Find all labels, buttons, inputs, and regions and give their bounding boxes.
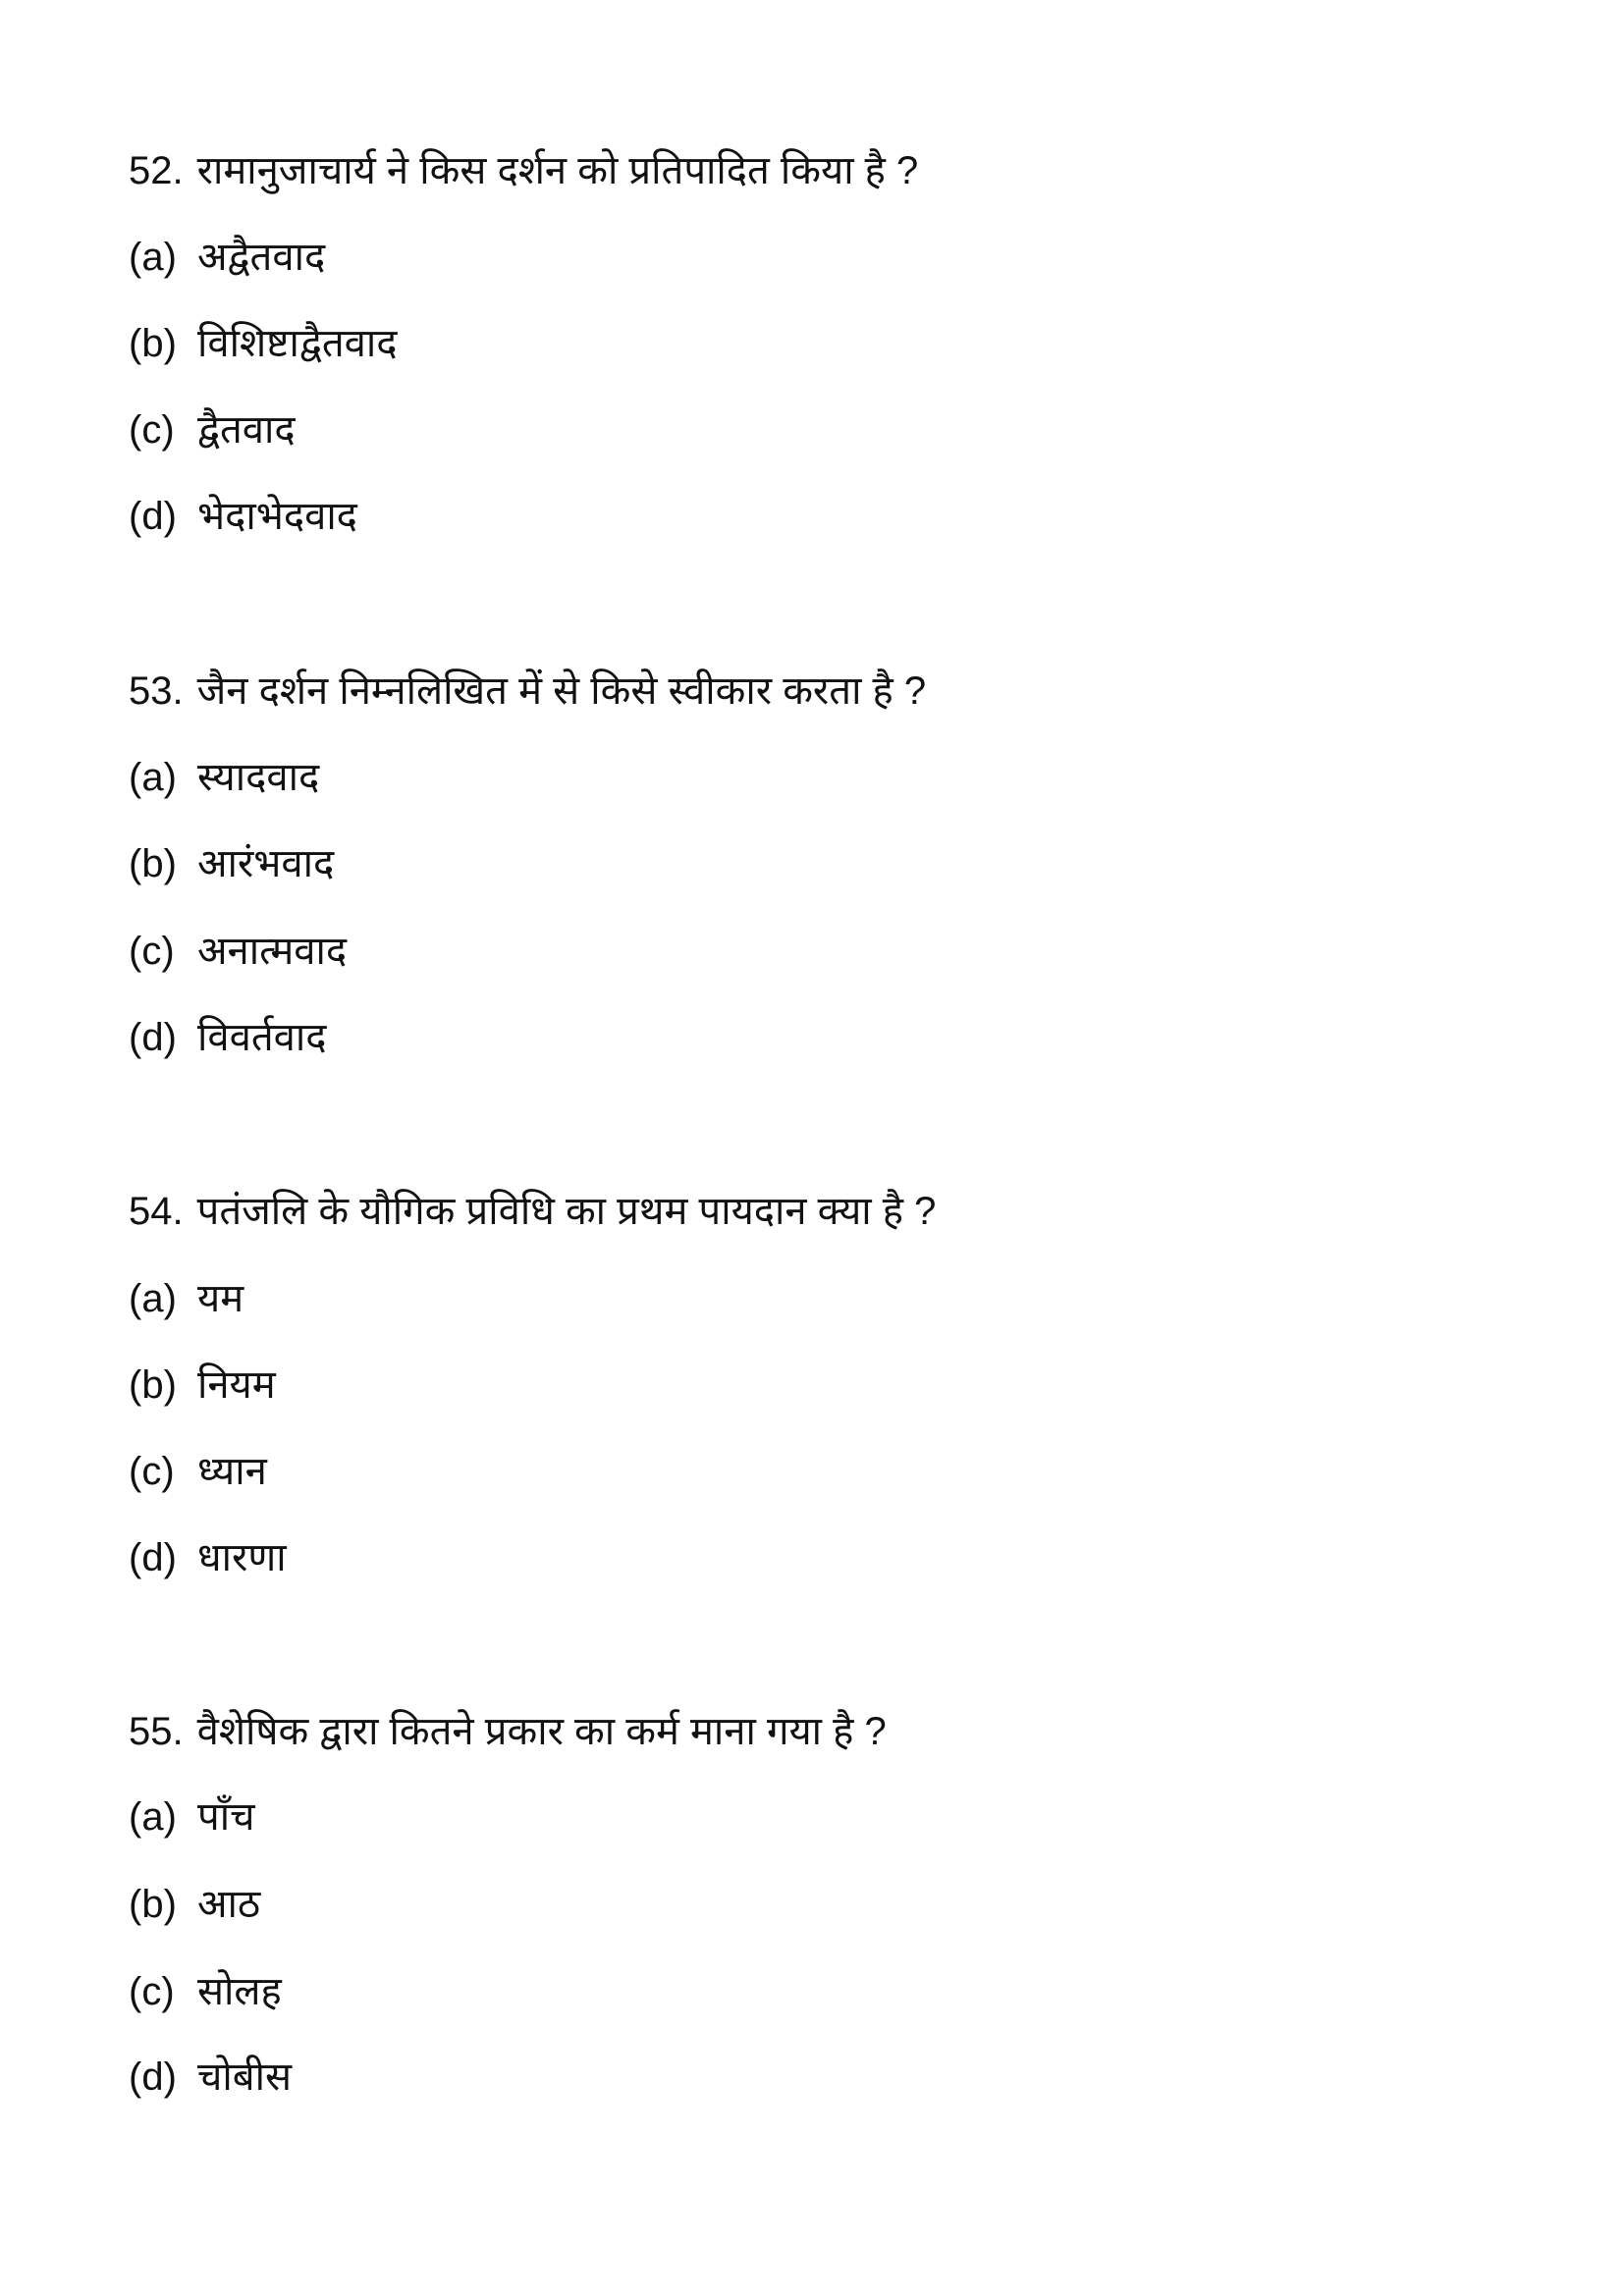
option-54-a[interactable] [129,1275,244,1322]
option-55-c[interactable] [129,1968,282,2015]
option-text: आठ [197,1883,261,1926]
question-text: वैशेषिक द्वारा कितने प्रकार का कर्म माना गया है ? [196,1710,887,1753]
option-label: (d) [129,1016,177,1059]
option-label: (c) [129,930,175,973]
option-text: अद्वैतवाद [197,236,326,279]
option-text: विशिष्टाद्वैतवाद [197,322,398,365]
option-text: आरंभवाद [197,842,335,885]
option-label: (b) [129,1363,177,1407]
option-text: भेदाभेदवाद [197,495,357,538]
option-text: ध्यान [197,1450,267,1493]
option-label: (b) [129,842,177,885]
question-number: 54. [129,1190,184,1233]
question-text: पतंजलि के यौगिक प्रविधि का प्रथम पायदान क्या है ? [196,1190,937,1233]
option-label: (a) [129,1277,177,1320]
option-55-a[interactable] [129,1793,254,1841]
option-text: चोबीस [197,2056,292,2099]
option-text: अनात्मवाद [197,930,348,973]
option-label: (b) [129,1883,177,1926]
option-text: पाँच [197,1795,255,1839]
option-label: (d) [129,2056,177,2099]
question-text: जैन दर्शन निम्नलिखित में से किसे स्वीकार करता है ? [196,669,927,713]
option-label: (c) [129,408,175,452]
option-55-b[interactable] [129,1881,260,1928]
option-54-d[interactable] [129,1534,287,1581]
option-55-d[interactable] [129,2054,292,2101]
option-53-c[interactable] [129,928,347,975]
option-text: नियम [197,1363,276,1407]
option-label: (a) [129,756,177,799]
option-label: (a) [129,236,177,279]
option-54-b[interactable] [129,1362,276,1409]
question-number: 55. [129,1710,184,1753]
option-label: (c) [129,1450,175,1493]
option-text: यम [197,1277,244,1320]
question-55 [129,1708,887,1755]
question-52 [129,147,918,194]
option-52-d[interactable] [129,493,357,540]
option-53-d[interactable] [129,1014,326,1061]
option-label: (d) [129,495,177,538]
question-54 [129,1188,936,1235]
option-text: सोलह [197,1970,282,2013]
question-number: 52. [129,149,184,192]
option-53-a[interactable] [129,754,319,801]
option-label: (c) [129,1970,175,2013]
option-text: स्यादवाद [197,756,320,799]
option-52-c[interactable] [129,406,296,454]
question-53 [129,667,926,715]
option-text: विवर्तवाद [197,1016,327,1059]
option-text: धारणा [197,1536,287,1579]
option-label: (a) [129,1795,177,1839]
option-label: (b) [129,322,177,365]
option-52-a[interactable] [129,234,325,281]
option-label: (d) [129,1536,177,1579]
question-text: रामानुजाचार्य ने किस दर्शन को प्रतिपादित किया है ? [196,149,919,192]
option-54-c[interactable] [129,1448,267,1495]
option-53-b[interactable] [129,840,334,887]
option-text: द्वैतवाद [197,408,296,452]
question-number: 53. [129,669,184,713]
option-52-b[interactable] [129,320,398,367]
